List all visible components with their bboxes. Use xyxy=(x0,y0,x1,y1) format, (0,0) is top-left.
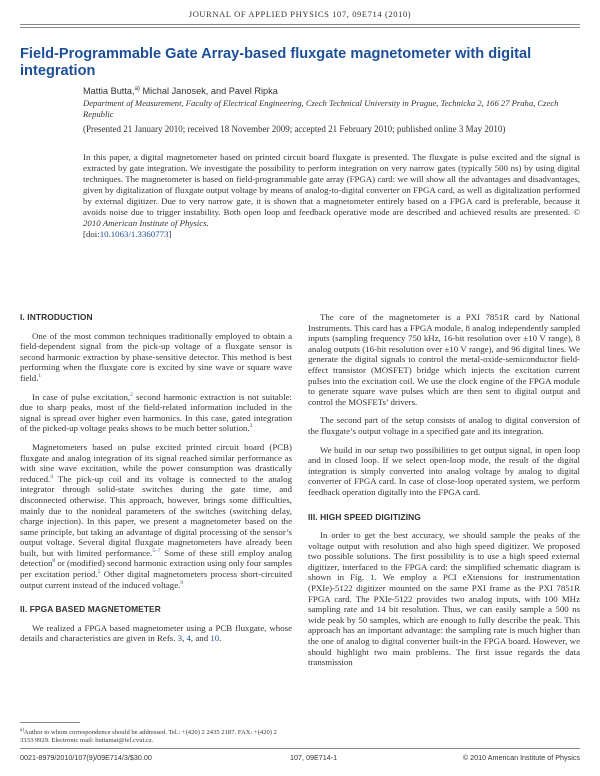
citation-link[interactable]: 5 xyxy=(97,569,101,576)
correspondence-footnote xyxy=(20,727,290,746)
right-column xyxy=(308,312,580,668)
publication-dates: (Presented 21 January 2010; received 18 November 2009; accepted 21 February 2010; published online 3 May 2010) xyxy=(83,124,506,134)
section-heading-introduction: I. INTRODUCTION xyxy=(20,312,93,322)
citation-link[interactable]: 8 xyxy=(52,558,56,565)
reference-link[interactable]: 4 xyxy=(186,633,191,644)
section-heading-digitizing: III. HIGH SPEED DIGITIZING xyxy=(308,511,421,522)
paragraph-text: In case of pulse excitation, xyxy=(32,391,131,402)
paragraph-text: Other digital magnetometers process short-circuited output current instead of the induced voltage. xyxy=(20,569,293,590)
author-list xyxy=(83,86,278,96)
copyright-line: © 2010 American Institute of Physics. xyxy=(83,207,580,228)
paragraph-text: or (modified) second harmonic extraction using only four samples per excitation period. xyxy=(20,558,292,580)
left-column xyxy=(20,312,292,644)
paragraph xyxy=(20,392,292,434)
paragraph xyxy=(20,331,292,384)
section-heading-fpga: II. FPGA BASED MAGNETOMETER xyxy=(20,604,161,615)
paragraph: The second part of the setup consists of analog to digital conversion of the fluxgate’s output voltage in a specified gate and its integration. xyxy=(308,415,580,436)
paragraph-text: In order to get the best accuracy, we should sample the peaks of the voltage output with resolution and also high speed digitizer. We proposed two possible solutions. The first possibility is to use a high speed external digitizer, interfaced to the FPGA card: the simplified schematic diagram is shown in Fig. xyxy=(308,530,580,583)
footer-rule xyxy=(20,748,580,749)
paragraph xyxy=(20,442,292,590)
paragraph-text: Some of these still employ analog detection xyxy=(20,547,292,569)
figure-link[interactable]: 1 xyxy=(370,572,375,583)
footer-issn: 0021-8979/2010/107(9)/09E714/3/$30.00 xyxy=(20,753,152,762)
running-head: JOURNAL OF APPLIED PHYSICS 107, 09E714 (2010) xyxy=(188,9,412,19)
footnote-rule xyxy=(20,722,80,723)
article-title: Field-Programmable Gate Array-based fluxgate magnetometer with digital integration xyxy=(20,46,532,79)
citation-link[interactable]: 3 xyxy=(249,423,253,430)
reference-link[interactable]: 3 xyxy=(177,633,183,644)
paragraph-text: . We employ a PCI eXtensions for instrumentation (PXIe)-5122 digitizer mounted on the same PXI frame as the PXI 7851R FPGA card. The PXIe-5122 provides two analog inputs, with 100 MHz sampling rate and 14 bit resolution. Thus, we can easily sample a 500 ns wide peak by 50 samples, which are enough to fully describe the peak. This approach has an important advantage: the sampling rate is much higher than the one of analog to digital converter built-in the FPGA board. However, we should highlight two main problems. The first issue regards the data transmission xyxy=(308,572,580,668)
reference-link[interactable]: 10 xyxy=(210,633,220,644)
doi-open: [doi: xyxy=(83,229,100,239)
citation-link[interactable]: 9 xyxy=(180,579,184,586)
paragraph: We build in our setup two possibilities to get output signal, in open loop and in closed loop. If we select open-loop mode, the result of the digital integration is simply converted into analog voltage by analog to digital converter of FPGA card. In case of close-loop operated system, we perform feedback operation digitally into the FPGA card. xyxy=(308,444,580,497)
footnote-mark[interactable]: a) xyxy=(134,86,140,92)
footnote-mark: a) xyxy=(20,728,24,733)
header-rule xyxy=(20,24,580,25)
paragraph-text: . xyxy=(219,633,222,644)
footer-page-number: 107, 09E714-1 xyxy=(290,753,338,762)
citation-link[interactable]: 1 xyxy=(38,373,42,380)
abstract xyxy=(83,152,580,240)
citation-link[interactable]: 4 xyxy=(50,473,53,480)
citation-link[interactable]: 2 xyxy=(130,391,133,398)
paragraph xyxy=(20,623,292,644)
affiliation: Department of Measurement, Faculty of Electrical Engineering, Czech Technical University in Prague, Technicka 2, 166 27 Praha, Czech Republic xyxy=(83,98,559,119)
separator: , xyxy=(182,633,187,644)
citation-link[interactable]: 5–7 xyxy=(152,547,161,554)
paragraph xyxy=(308,530,580,668)
paragraph: The core of the magnetometer is a PXI 7851R card by National Instruments. This card has a FPGA module, 8 analog independently sampled inputs (sampling frequency 750 kHz, 16-bit resolution over ±10 V range), 8 analog outputs (16-bit resolution over ±10 V range), and 96 digital lines. We generate the digital signals to control the metal-oxide-semiconductor field-effect transistor (MOSFET) bridge which injects the excitation current pulses into the excitation coil. We use the clock engine of the FPGA module to generate square wave pulses which are then sent to digital output and control the MOSFETs’ drivers. xyxy=(308,312,580,407)
author-name: Mattia Butta, xyxy=(83,86,135,97)
doi-close: ] xyxy=(168,229,172,239)
separator: , and xyxy=(190,633,211,644)
footer-copyright: © 2010 American Institute of Physics xyxy=(462,753,580,762)
paragraph-text: We realized a FPGA based magnetometer using a PCB fluxgate, whose details and characteristics are given in Refs. xyxy=(20,622,292,644)
paragraph-text: The pick-up coil and its voltage is connected to the analog integrator through solid-state switches during the gate time, and disconnected otherwise. This approach, however, brings some difficulties, mainly due to the nonideal parameters of the switches (switching delay, charge injection). In this paper, we present a magnetometer based on the same principle, but taking an advantage of digital processing of the sensor’s output voltage. Several digital fluxgate magnetometers have already been built, but with limited performance. xyxy=(20,473,292,558)
paragraph-text: One of the most common techniques traditionally employed to obtain a field-dependent signal from the pick-up voltage of a fluxgate sensor is second harmonic extraction by phase-sensitive detector. This method is best performing when the fluxgate core is excited by sine wave or square wave field. xyxy=(20,330,292,383)
doi-link[interactable]: 10.1063/1.3360773 xyxy=(99,229,169,239)
header-rule-thin xyxy=(20,27,580,28)
author-names-rest: Michal Janosek, and Pavel Ripka xyxy=(139,86,278,97)
paragraph-text: second harmonic extraction is not suitable: due to sharp peaks, most of the field-related information included in the signal is spread over higher even harmonics. In this case, gated integration of the picked-up voltage peaks shows to be much better solution. xyxy=(20,391,292,434)
abstract-text: In this paper, a digital magnetometer based on printed circuit board fluxgate is presented. The fluxgate is pulse excited and the signal is extracted by gate integration. We investigate the possibility to perform integration on very narrow gates (typically 500 ns) by using digital techniques. The magnetometer is based on field-programmable gate array (FPGA) card: we will show all the advantages and disadvantages, given by digitalization of fluxgate output voltage by means of analog-to-digital converter on FPGA card, as well as digitalization performed by external digitizer. Due to very narrow gate, it is shown that a magnetometer entirely based on a FPGA card is preferable, because it avoids noise due to trigger instability. Both open loop and feedback operative mode are described and achieved results are presented. xyxy=(83,152,580,217)
footnote-text: Author to whom correspondence should be addressed. Tel.: +(420) 2 2435 2187. FAX: +(420) 2 3333 9929. Electronic mail: buttamat@fel.cvut.cz. xyxy=(20,729,277,745)
paragraph-text: Magnetometers based on pulse excited printed circuit board (PCB) fluxgate and analog integration of its signal reached similar performance as with sine wave excitation, while the power consumption was drastically reduced. xyxy=(20,441,292,484)
